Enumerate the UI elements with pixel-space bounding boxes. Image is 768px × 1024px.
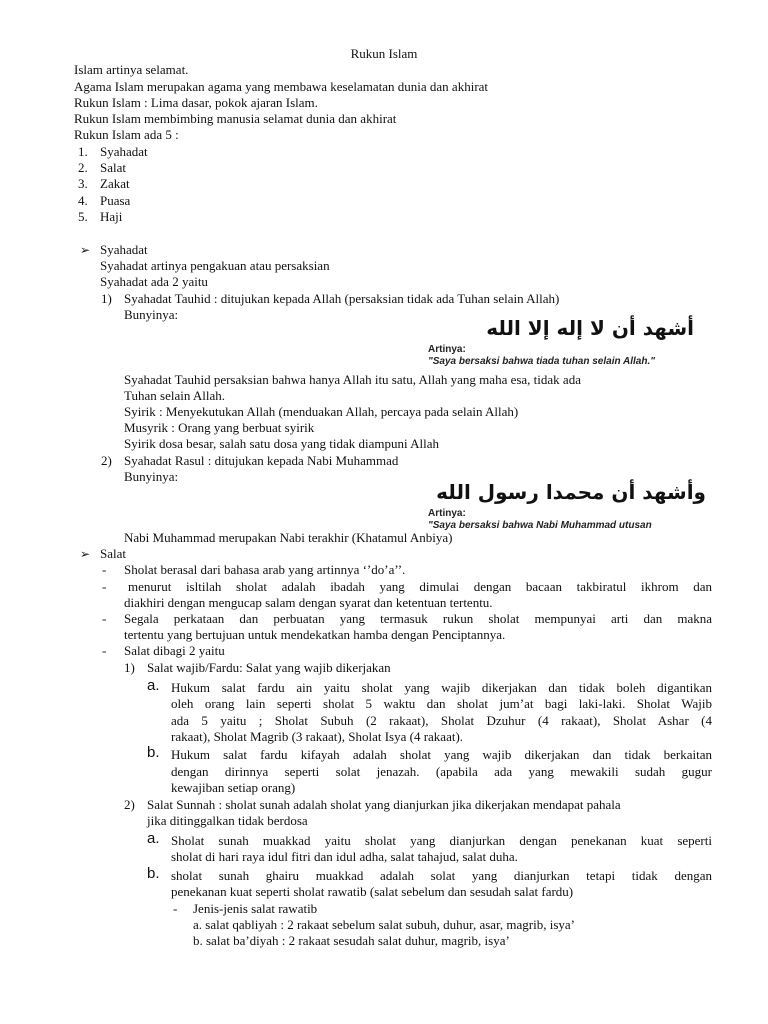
- fardu-kifayah-line: kewajiban setiap orang): [171, 780, 296, 795]
- fardu-kifayah-line: dengan dirinnya seperti solat jenazah. (apabila ada yang mewakili sudah gugur: [171, 764, 712, 779]
- salat-wajib-text: Salat wajib/Fardu: Salat yang wajib dikerjakan: [147, 660, 391, 675]
- section-heading-syahadat: Syahadat: [100, 242, 148, 257]
- rawatib-item: b. salat ba’diyah : 2 rakaat sesudah salat duhur, magrib, isya’: [193, 933, 510, 948]
- arrow-bullet-icon: ➢: [80, 243, 91, 257]
- tauhid-note: Syirik : Menyekutukan Allah (menduakan Allah, percaya pada selain Allah): [124, 404, 519, 419]
- tauhid-note: Syahadat Tauhid persaksian bahwa hanya Allah itu satu, Allah yang maha esa, tidak ada: [124, 372, 581, 387]
- pillar-number: 2.: [78, 160, 88, 175]
- fardu-ain-line: rakaat), Sholat Magrib (3 rakaat), Sholat Isya (4 rakaat).: [171, 729, 464, 744]
- pillar-item: Salat: [100, 160, 126, 175]
- intro-line-5: Rukun Islam ada 5 :: [74, 127, 179, 142]
- bunyi-label: Bunyinya:: [124, 307, 179, 322]
- subsection-number: 1): [101, 291, 112, 306]
- dash-bullet: -: [102, 611, 107, 626]
- arabic-text: وأشهد أن محمدا رسول الله: [436, 480, 706, 504]
- salat-bullet: Salat dibagi 2 yaitu: [124, 643, 225, 658]
- section-heading-salat: Salat: [100, 546, 126, 561]
- letter-marker: b.: [147, 865, 160, 882]
- dash-bullet: -: [102, 643, 107, 658]
- intro-line-1: Islam artinya selamat.: [74, 62, 189, 77]
- syahadat-tauhid-image: [420, 318, 700, 368]
- syahadat-tauhid-text: Syahadat Tauhid : ditujukan kepada Allah (persaksian tidak ada Tuhan selain Allah): [124, 291, 560, 306]
- salat-sunnah-text: jika ditinggalkan tidak berdosa: [147, 813, 308, 828]
- dash-bullet: -: [102, 562, 107, 577]
- arabic-text: أشهد أن لا إله إلا الله: [486, 316, 694, 340]
- rasul-note: Nabi Muhammad merupakan Nabi terakhir (Khatamul Anbiya): [124, 530, 453, 545]
- salat-bullet: menurut isltilah sholat adalah ibadah yang dimulai dengan bacaan takbiratul ikhrom dan: [128, 579, 712, 594]
- rawatib-heading: Jenis-jenis salat rawatib: [193, 901, 318, 916]
- tauhid-note: Tuhan selain Allah.: [124, 388, 225, 403]
- salat-bullet: Sholat berasal dari bahasa arab yang artinnya ‘’do’a’’.: [124, 562, 406, 577]
- letter-marker: a.: [147, 830, 160, 847]
- subsection-number: 1): [124, 660, 135, 675]
- pillar-item: Zakat: [100, 176, 130, 191]
- tauhid-note: Syirik dosa besar, salah satu dosa yang tidak diampuni Allah: [124, 436, 440, 451]
- page-title: Rukun Islam: [350, 46, 418, 61]
- sunah-muakkad-line: sholat di hari raya idul fitri dan idul adha, salat tahajud, salat duha.: [171, 849, 518, 864]
- intro-line-2: Agama Islam merupakan agama yang membawa keselamatan dunia dan akhirat: [74, 79, 489, 94]
- pillar-item: Syahadat: [100, 144, 148, 159]
- ghairu-muakkad-line: sholat sunah ghairu muakkad adalah solat yang dianjurkan tetapi tidak dengan: [171, 868, 712, 883]
- intro-line-4: Rukun Islam membimbing manusia selamat dunia dan akhirat: [74, 111, 397, 126]
- pillar-number: 4.: [78, 193, 88, 208]
- salat-sunnah-text: Salat Sunnah : sholat sunah adalah sholat yang dianjurkan jika dikerjakan mendapat pahala: [147, 797, 621, 812]
- dash-bullet: -: [173, 901, 178, 916]
- letter-marker: a.: [147, 677, 160, 694]
- dash-bullet: -: [102, 579, 107, 594]
- fardu-kifayah-line: Hukum salat fardu kifayah adalah sholat yang wajib dikerjakan dan tidak berkaitan: [171, 747, 712, 762]
- image-label: Artinya:: [428, 508, 466, 519]
- subsection-number: 2): [124, 797, 135, 812]
- ghairu-muakkad-line: penekanan kuat seperti sholat rawatib (salat sebelum dan sesudah salat fardu): [171, 884, 574, 899]
- subsection-number: 2): [101, 453, 112, 468]
- syahadat-rasul-image: [420, 482, 710, 532]
- syahadat-line: Syahadat artinya pengakuan atau persaksian: [100, 258, 330, 273]
- arrow-bullet-icon: ➢: [80, 547, 91, 561]
- fardu-ain-line: Hukum salat fardu ain yaitu sholat yang wajib dikerjakan dan tidak boleh digantikan: [171, 680, 712, 695]
- intro-line-3: Rukun Islam : Lima dasar, pokok ajaran Islam.: [74, 95, 318, 110]
- pillar-number: 5.: [78, 209, 88, 224]
- sunah-muakkad-line: Sholat sunah muakkad yaitu sholat yang dianjurkan dengan penekanan kuat seperti: [171, 833, 712, 848]
- syahadat-line: Syahadat ada 2 yaitu: [100, 274, 208, 289]
- salat-bullet: Segala perkataan dan perbuatan yang termasuk rukun sholat mempunyai arti dan makna: [124, 611, 712, 626]
- salat-bullet-cont: diakhiri dengan mengucap salam dengan syarat dan ketentuan tertentu.: [124, 595, 493, 610]
- salat-bullet-cont: tertentu yang bertujuan untuk mendekatkan hamba dengan Penciptannya.: [124, 627, 506, 642]
- image-translation: "Saya bersaksi bahwa tiada tuhan selain Allah.": [428, 356, 655, 367]
- pillar-number: 1.: [78, 144, 88, 159]
- pillar-item: Puasa: [100, 193, 131, 208]
- fardu-ain-line: oleh orang lain seperti sholat 5 waktu dan sholat jum’at bagi laki-laki. Sholat Wajib: [171, 696, 712, 711]
- syahadat-rasul-text: Syahadat Rasul : ditujukan kepada Nabi Muhammad: [124, 453, 399, 468]
- fardu-ain-line: ada 5 yaitu ; Sholat Subuh (2 rakaat), Sholat Dzuhur (4 rakaat), Sholat Ashar (4: [171, 713, 712, 728]
- pillar-item: Haji: [100, 209, 123, 224]
- pillar-number: 3.: [78, 176, 88, 191]
- rawatib-item: a. salat qabliyah : 2 rakaat sebelum salat subuh, duhur, asar, magrib, isya’: [193, 917, 575, 932]
- image-translation: "Saya bersaksi bahwa Nabi Muhammad utusan: [428, 520, 652, 531]
- image-label: Artinya:: [428, 344, 466, 355]
- bunyi-label: Bunyinya:: [124, 469, 179, 484]
- letter-marker: b.: [147, 744, 160, 761]
- tauhid-note: Musyrik : Orang yang berbuat syirik: [124, 420, 315, 435]
